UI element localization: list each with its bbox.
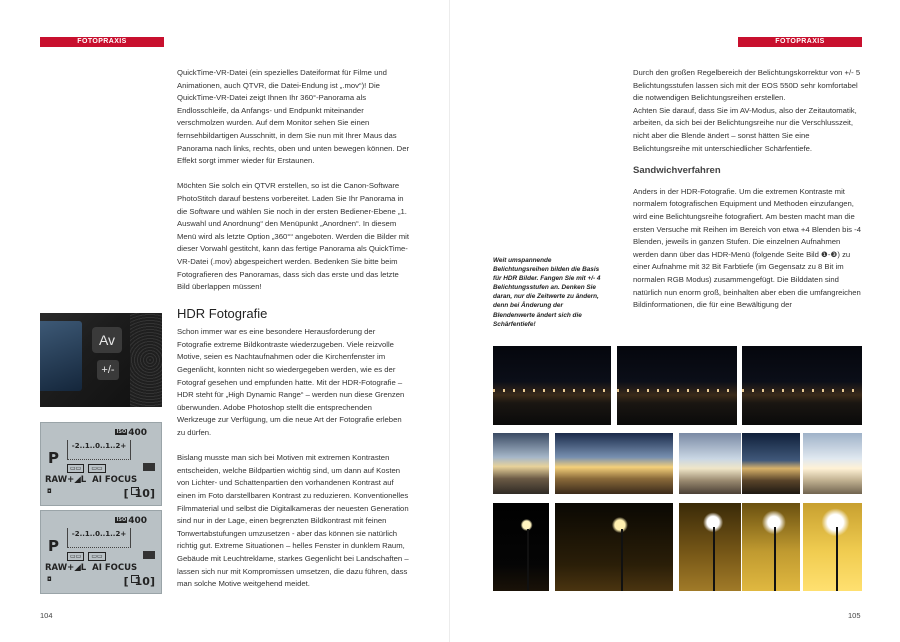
- sandwich-paragraph: Anders in der HDR-Fotografie. Um die extremen Kontraste mit normalem fotografischen Equipment und Methoden einzufangen, wird eine Belichtungsreihe fotografiert. Am besten macht man die ersten Versuche mit Reihen im Bereich von etwa +4 Blenden bis -4 Blenden, jeweils in ganzen Stufen. Die einzelnen Aufnahmen werden dann über das HDR-Menü (folgende Seite Bild ❶-❸) zu einer Aufnahme mit 32 Bit Farbtiefe (im Gegensatz zu 8 Bit im normalen RGB Modus) zusammengefügt. Die Bilddaten sind natürlich nun enorm groß, beinhalten aber eben die umfangreichen Bildinformationen, die für eine Bewältigung der: [633, 186, 861, 310]
- exposure-photo: [803, 433, 862, 494]
- exposure-scale: -2..1..0..1..2+: [67, 528, 131, 548]
- lcd-mode: P: [48, 537, 59, 555]
- camera-buttons-photo: [40, 313, 162, 407]
- qtvr-paragraph: QuickTime-VR-Datei (ein spezielles Dateiformat für Filme und Animationen, auch QTVR, die Datei-Endung ist „.mov“)! Die QuickTime-VR-Datei zeigt Ihnen Ihr 360°-Panorama als Endlosschleife, da Anfangs- und Endpunkt miteinander verschmolzen wurden. Auf dem Monitor sehen Sie einen fernsehbildartigen Ausschnitt, in dem Sie nun mit Ihrer Maus das Panorama nach links, rechts, oben und unten bewegen können. Der Effekt sorgt immer wieder für Erstaunen.: [177, 68, 410, 166]
- exposure-photo: [493, 503, 549, 591]
- wb-icon: [143, 463, 155, 471]
- exposure-photo: [679, 503, 741, 591]
- lcd-shot-count: [ 10 ]: [124, 487, 155, 500]
- exposure-photo: [493, 346, 611, 425]
- section-header: FOTOPRAXIS: [40, 37, 164, 47]
- sandwich-heading: Sandwichverfahren: [633, 165, 721, 177]
- lcd-af-row: RAW+◢L AI FOCUS: [45, 475, 138, 485]
- exposure-photo: [742, 433, 800, 494]
- hdr-intro-paragraph: Schon immer war es eine besondere Herausforderung der Fotografie extreme Bildkontraste wiederzugeben. Viele reizvolle Motive, seien es Nachtaufnahmen oder die Kirchenfenster im Gegenlicht, konnten nicht so wiedergegeben werden, wie es der Fotograf gesehen und empfunden hatte. Mit der HDR-Fotografie – HDR steht für „High Dynamic Range“ – werden nun diese Grenzen überwunden. Adobe Photoshop stellt die entsprechenden Werkzeuge zur Verfügung, um die neue Art der Fotografie erleben zu dürfen.: [177, 327, 405, 438]
- lcd-mode: P: [48, 449, 59, 467]
- wb-icon: [143, 551, 155, 559]
- hdr-heading: HDR Fotografie: [177, 305, 268, 321]
- exposure-photo: [803, 503, 862, 591]
- lcd-metering-icon: ◘: [47, 576, 52, 583]
- exposure-compensation-icon: +/-: [97, 360, 119, 380]
- exposure-photo: [493, 433, 549, 494]
- photo-caption: Weit umspannende Belichtungsreihen bilden die Basis für HDR Bilder. Fangen Sie mit +/- 4 Belichtungsstufen an. Denken Sie daran, nur die Zeitwerte zu ändern, denn bei Änderung der Blendenwerte ändert sich die Schärfentiefe!: [493, 257, 601, 328]
- exposure-photo: [679, 433, 741, 494]
- exposure-photo: [617, 346, 737, 425]
- exposure-photo: [555, 433, 673, 494]
- right-text-column: [633, 67, 863, 324]
- bracketing-paragraph: Durch den großen Regelbereich der Belichtungskorrektur von +/- 5 Belichtungsstufen lassen sich mit der EOS 550D sehr komfortabel die notwendigen Belichtungsreihen erstellen.: [633, 68, 861, 103]
- lcd-af-row: RAW+◢L AI FOCUS: [45, 563, 138, 573]
- lcd-drive-icons: ▭▭ ▭▭: [67, 464, 110, 473]
- page-number: 104: [40, 611, 53, 620]
- camera-screen: [40, 321, 82, 391]
- lcd-shot-count: [ 10 ]: [124, 575, 155, 588]
- left-text-column: [177, 67, 410, 603]
- section-header: FOTOPRAXIS: [738, 37, 862, 47]
- exposure-photo: [555, 503, 673, 591]
- lcd-panel-1: [40, 422, 162, 506]
- exposure-scale: -2..1..0..1..2+: [67, 440, 131, 460]
- exposure-photo: [742, 346, 862, 425]
- lcd-metering-icon: ◘: [47, 488, 52, 495]
- photostitch-paragraph: Möchten Sie solch ein QTVR erstellen, so ist die Canon-Software PhotoStitch darauf bestens vorbereitet. Laden Sie Ihr Panorama in die Software und wählen Sie noch in der ersten Bediener-Ebene „1. Auswahl und Anordnung“ den Menüpunkt „Anordnen“. In diesem Menü wird als letzte Option „360°“ angeboten. Werden die Bilder mit dieser Vorwahl gestitcht, kann das fertige Panorama als QuickTime-VR-Datei (.mov) abgespeichert werden. Bedenken Sie bitte beim Fotografieren des Panoramas, dass sich das erste und das letzte Bild überlappen müssen!: [177, 181, 409, 292]
- exposure-photo: [742, 503, 800, 591]
- av-mode-paragraph: Achten Sie darauf, dass Sie im AV-Modus, also der Zeitautomatik, arbeiten, da sich bei der Belichtungsreihe nur die Verschlusszeit, nicht aber die Blende ändert – sonst hätten Sie eine Belichtungsreihe mit unterschiedlicher Schärfentiefe.: [633, 105, 857, 153]
- lcd-panel-2: [40, 510, 162, 594]
- lcd-drive-icons: ▭▭ ▭▭: [67, 552, 110, 561]
- hdr-contrast-paragraph: Bislang musste man sich bei Motiven mit extremen Kontrasten entscheiden, welche Bildpartien wichtig sind, um dann auf Kosten von Lichter- und Schattenpartien den vorhandenen Kontrast auf einen im Foto darstellbaren Kontrast zu reduzieren. Konventionelles Filmmaterial und selbst die Digitalkameras der neuesten Generation sind nur in der Lage, einen begrenzten Bildkontrast mit feinen Tonwertabstufungen umzusetzen - aber das können sie natürlich richtig gut. Extreme Situationen – helles Fenster in dunklem Raum, Gebäude mit Leuchtreklame, starkes Gegenlicht bei Landschaften – lassen sich nur mit Kompromissen umsetzen, die dazu führen, dass man solche Motive weitgehend meidet.: [177, 453, 409, 589]
- lcd-iso: $^{ISO}$ 400: [116, 428, 147, 438]
- page-number: 105: [848, 611, 861, 620]
- lcd-iso: $^{ISO}$ 400: [116, 516, 147, 526]
- camera-grip-texture: [130, 313, 162, 407]
- av-button-icon: Av: [92, 327, 122, 353]
